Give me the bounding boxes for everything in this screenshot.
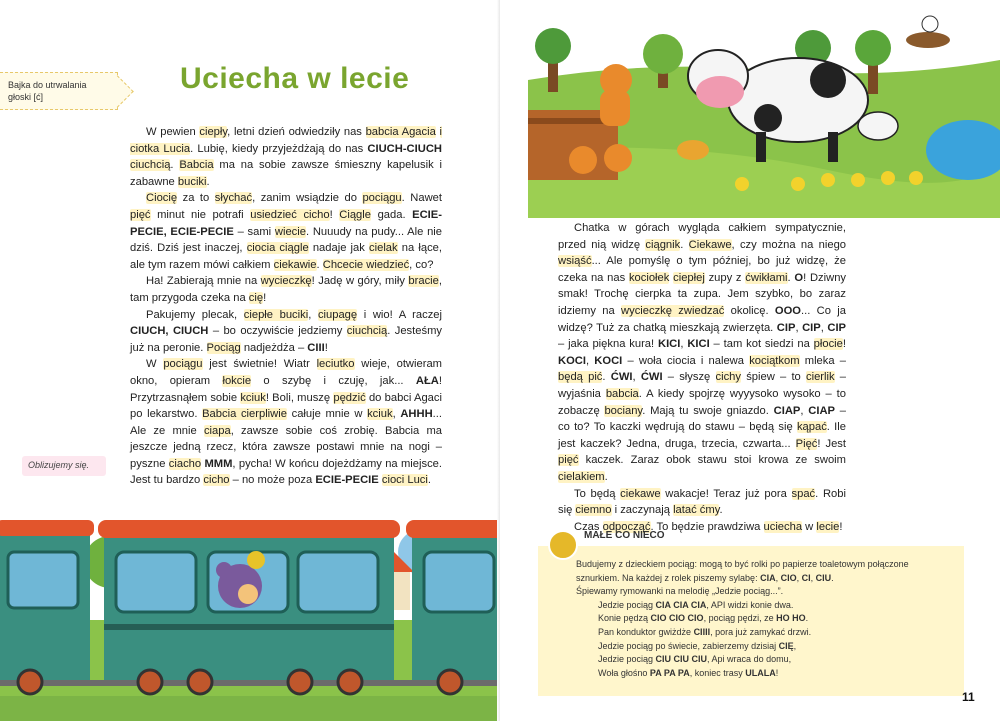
text-run: . xyxy=(787,271,795,284)
text-run: , pora już zamykać drzwi. xyxy=(710,626,812,637)
highlighted-word: usiedzieć cicho xyxy=(250,208,330,221)
text-run: – jaka piękna kura! xyxy=(558,338,658,351)
text-run: Budujemy z dzieckiem pociąg: mogą to być rolki po papierze toaletowym połączone sznurkiem. Na każdej z rolek piszemy sylabę: xyxy=(576,559,909,583)
onomatopoeia: CIUCH-CIUCH xyxy=(367,142,442,155)
onomatopoeia: OOO xyxy=(774,304,802,317)
onomatopoeia: HO HO xyxy=(776,613,806,624)
info-box-title: MAŁE CO NIECO xyxy=(584,530,665,541)
text-run: jest świetnie! Wiatr xyxy=(202,358,317,371)
text-run: , pycha! W końcu dojeżdżamy na miejsce. Jest tu bardzo xyxy=(130,457,443,487)
text-run: . xyxy=(170,159,180,172)
text-run: Ha! Zabierają mnie na xyxy=(146,275,261,288)
text-run: Pakujemy plecak, xyxy=(146,308,244,321)
highlighted-word: ćwikłami xyxy=(745,271,788,284)
highlighted-word: babcia xyxy=(605,387,639,400)
text-run: Jedzie pociąg xyxy=(598,654,656,665)
onomatopoeia: CIA xyxy=(760,572,776,583)
story-text-right xyxy=(558,220,846,535)
onomatopoeia: ĆWI xyxy=(610,371,633,384)
text-run: . Jesteśmy już na peronie. xyxy=(130,325,442,354)
text-run: za to xyxy=(177,192,215,205)
highlighted-word: ciepły xyxy=(199,126,228,138)
highlighted-word: buciki xyxy=(177,175,207,188)
cow-icon xyxy=(728,58,868,142)
highlighted-word: wiecie xyxy=(274,225,306,238)
text-run: . xyxy=(316,258,323,271)
story-paragraph xyxy=(130,356,442,489)
text-run: ! Boli, muszę xyxy=(265,391,334,404)
text-run: ! xyxy=(775,667,779,678)
text-run: . xyxy=(604,470,608,483)
highlighted-word: ciepłej xyxy=(673,271,705,284)
highlighted-word: Babcia cierpliwie xyxy=(202,408,287,421)
text-run: – co to? To kaczki wędrują do stawu – będą się xyxy=(558,404,846,434)
onomatopoeia: CIA CIA CIA xyxy=(655,599,707,610)
story-paragraph xyxy=(130,124,442,190)
text-run: na łące, ale tym razem mówi całkiem xyxy=(130,242,442,271)
highlighted-word: babcia Agacia xyxy=(365,126,436,138)
highlighted-word: uciecha xyxy=(763,520,803,533)
highlighted-word: kciuk xyxy=(240,391,266,404)
song-line xyxy=(576,599,954,613)
text-run: ! xyxy=(324,341,328,354)
text-run: do babci Agaci po lekarstwo. xyxy=(130,391,442,421)
highlighted-word: pociągu xyxy=(163,358,203,371)
song-line xyxy=(576,667,954,681)
text-run: nadjeżdża – xyxy=(240,341,308,354)
text-run: Chatka w górach wygląda całkiem sympatycznie, przed nią widzę xyxy=(558,222,846,251)
text-run: . To będzie prawdziwa xyxy=(650,520,764,533)
highlighted-word: łokcie xyxy=(222,374,252,387)
text-run: minut nie potrafi xyxy=(150,208,251,221)
text-run: zupy z xyxy=(704,271,746,284)
text-run: ! Jadę w góry, miły xyxy=(311,275,409,288)
highlighted-word: ciuchcią xyxy=(130,159,171,172)
text-run: ma na sobie zawsze śmieszny kapelusik i zabawne xyxy=(130,159,442,188)
story-paragraph xyxy=(558,220,846,486)
onomatopoeia: KOCI xyxy=(594,354,623,367)
text-run: – sami xyxy=(233,225,275,238)
highlighted-word: wsiąść xyxy=(558,255,592,268)
highlighted-word: wycieczkę zwiedzać xyxy=(621,304,725,317)
onomatopoeia: CIII xyxy=(307,341,325,354)
text-run: , pociąg pędzi, ze xyxy=(703,613,777,624)
highlighted-word: pociągu xyxy=(362,192,402,205)
highlighted-word: kociołek xyxy=(628,271,670,284)
hen-icon xyxy=(677,140,709,160)
story-paragraph xyxy=(130,307,442,357)
text-run: wieje, otwieram okno, opieram xyxy=(130,358,442,387)
text-run: całuje mnie w xyxy=(286,408,368,421)
info-intro xyxy=(576,558,954,585)
text-run: . A kiedy spojrzę wyyysoko wysoko – to zobaczę xyxy=(558,387,846,417)
onomatopoeia: CIAP xyxy=(773,404,801,417)
highlighted-word: kciuk xyxy=(367,408,393,421)
text-run: Jedzie pociąg po świecie, zabierzemy dzisiaj xyxy=(598,640,779,651)
highlighted-word: Ciągle xyxy=(339,208,371,221)
text-run: , xyxy=(680,338,688,351)
text-run: – no może poza xyxy=(229,474,316,487)
highlighted-word: cielak xyxy=(369,242,398,255)
text-run: . xyxy=(206,175,210,188)
highlighted-word: Chcecie wiedzieć xyxy=(322,258,410,271)
text-run: , xyxy=(392,408,401,421)
highlighted-word: cielakiem xyxy=(558,470,605,483)
onomatopoeia: CIU xyxy=(815,572,832,583)
highlighted-word: kąpać xyxy=(796,421,827,434)
text-run: – wyjaśnia xyxy=(558,371,847,400)
text-run: okolicę. xyxy=(724,304,775,317)
onomatopoeia: ULALA xyxy=(745,667,776,678)
side-note: Oblizujemy się. xyxy=(22,456,106,476)
text-run: , xyxy=(800,404,809,417)
highlighted-word: ciemno xyxy=(575,504,612,517)
onomatopoeia: CI xyxy=(801,572,811,583)
highlighted-word: odpocząć xyxy=(602,520,651,533)
text-run: i zaczynają xyxy=(611,504,674,517)
highlighted-word: ciuchcią xyxy=(346,325,388,338)
onomatopoeia: KICI xyxy=(687,338,710,351)
text-run: , xyxy=(810,572,816,583)
onomatopoeia: CIO CIO CIO xyxy=(650,613,704,624)
text-run: Pan konduktor gwiżdże xyxy=(598,626,694,637)
text-run: , co? xyxy=(409,258,434,271)
highlighted-word: będą pić xyxy=(558,371,603,384)
highlighted-word: ciapa xyxy=(203,424,231,437)
highlighted-word: cioci Luci xyxy=(381,474,428,487)
info-song-intro: Śpiewamy rymowanki na melodię „Jedzie pociąg...”. xyxy=(576,586,784,597)
onomatopoeia: CIAP xyxy=(808,404,835,417)
highlighted-word: słychać xyxy=(214,192,253,205)
section-tab-label xyxy=(0,72,118,110)
highlighted-word: Ciocię xyxy=(146,192,178,205)
highlighted-word: Pięć xyxy=(795,437,818,450)
story-title: Uciecha w lecie xyxy=(180,62,410,95)
text-run: W xyxy=(146,358,164,371)
text-run: mleka – xyxy=(799,354,847,367)
text-run: , xyxy=(308,308,318,321)
onomatopoeia: CIUCH, CIUCH xyxy=(130,325,209,338)
info-song xyxy=(576,599,954,681)
story-paragraph xyxy=(558,486,846,519)
onomatopoeia: AŁA xyxy=(415,374,439,387)
onomatopoeia: KOCI xyxy=(558,354,586,367)
highlighted-word: lecie xyxy=(816,520,840,533)
text-run: – woła ciocia i nalewa xyxy=(622,354,750,367)
text-run: , xyxy=(820,321,828,334)
highlighted-word: pędzić xyxy=(333,391,366,404)
highlighted-word: ciupagę xyxy=(317,308,358,321)
song-line xyxy=(576,626,954,640)
highlighted-word: bociany xyxy=(604,404,643,417)
text-run: , tam przygoda czeka na xyxy=(130,275,442,304)
text-run: Konie pędzą xyxy=(598,613,651,624)
text-run: o szybę i czuję, jak... xyxy=(251,374,416,387)
text-run: , koniec trasy xyxy=(689,667,746,678)
tab-label-line1: Bajka do utrwalania xyxy=(8,80,87,90)
highlighted-word: ciekawe xyxy=(620,487,661,500)
text-run: , xyxy=(795,321,803,334)
highlighted-word: Pociąg xyxy=(206,341,241,354)
text-run: ! xyxy=(839,520,843,533)
highlighted-word: ciekawie xyxy=(273,258,317,271)
highlighted-word: bracie xyxy=(408,275,439,288)
text-run: – słyszę xyxy=(662,371,716,384)
text-run: . xyxy=(602,371,611,384)
text-run: wakacje! Teraz już pora xyxy=(660,487,792,500)
highlighted-word: latać ćmy xyxy=(673,504,720,517)
text-run: , API widzi konie dwa. xyxy=(706,599,794,610)
text-run: , xyxy=(585,354,595,367)
story-paragraph xyxy=(130,190,442,273)
onomatopoeia: ĆWI xyxy=(640,371,663,384)
text-run xyxy=(436,126,440,138)
text-run: ! Przytrzasnąłem sobie xyxy=(130,374,442,404)
text-run: . Ile jest kaczek? Jedna, druga, trzecia, czwarta... xyxy=(558,421,846,450)
text-run: ! Jest xyxy=(817,437,847,450)
text-run: ! xyxy=(263,291,267,304)
onomatopoeia: ECIE-PECIE xyxy=(315,474,379,487)
text-run: , xyxy=(775,572,781,583)
highlighted-word: cicho xyxy=(203,474,230,487)
text-run: śpiew – to xyxy=(741,371,806,384)
story-paragraph xyxy=(130,273,442,306)
onomatopoeia: CIU CIU CIU xyxy=(655,654,708,665)
text-run: Woła głośno xyxy=(598,667,650,678)
text-run: ... Ale ze mnie xyxy=(130,408,442,437)
text-run: . xyxy=(805,613,809,624)
highlighted-word: ciągnik xyxy=(645,238,681,251)
text-run: . Nawet xyxy=(401,192,442,205)
text-run: i wio! A raczej xyxy=(357,308,442,321)
song-line xyxy=(576,612,954,626)
onomatopoeia: CIIII xyxy=(693,626,711,637)
text-run: nadaje jak xyxy=(308,242,370,255)
farm-illustration xyxy=(528,0,1000,218)
song-line xyxy=(576,653,954,667)
train-illustration xyxy=(0,500,500,721)
onomatopoeia: ECIE-PECIE, ECIE-PECIE xyxy=(130,208,442,238)
text-run: – tam kot siedzi na xyxy=(709,338,814,351)
onomatopoeia: PA PA PA xyxy=(649,667,690,678)
tab-label-line2: głoski [ć] xyxy=(8,92,44,102)
text-run: . Nuuudy na pudy... Ale nie dziś. Dziś jest inaczej, xyxy=(130,225,443,255)
text-run: ... Co ja widzę? Tuż za chatką mieszkają zwierzęta. xyxy=(558,304,846,334)
highlighted-word: cię xyxy=(248,291,264,304)
text-run: . xyxy=(719,504,723,517)
text-run: kaczek. Zaraz obok stawu stoi krowa ze swoim xyxy=(578,454,846,467)
highlighted-word: cichy xyxy=(715,371,741,384)
text-run: ! xyxy=(842,338,846,351)
onomatopoeia: CIP xyxy=(802,321,821,334)
text-run: . Robi się xyxy=(558,487,846,517)
highlighted-word: cierlik xyxy=(805,371,835,384)
train-wheel-icon xyxy=(548,530,578,560)
onomatopoeia: AHHH xyxy=(400,408,433,421)
song-line xyxy=(576,640,954,654)
window-icon xyxy=(116,552,196,612)
text-run: , Api wraca do domu, xyxy=(707,654,792,665)
text-run: w xyxy=(802,520,817,533)
highlighted-word: pięć xyxy=(130,208,151,221)
text-run: Jedzie pociąg xyxy=(598,599,656,610)
onomatopoeia: MMM xyxy=(204,457,233,470)
highlighted-word: Ciekawe xyxy=(688,238,732,251)
text-run: , xyxy=(796,572,802,583)
highlighted-word: płocie xyxy=(813,338,843,351)
text-run: . Mają tu swoje gniazdo. xyxy=(642,404,774,417)
text-run: . xyxy=(831,572,834,583)
highlighted-word: wycieczkę xyxy=(260,275,312,288)
info-box xyxy=(538,546,964,696)
highlighted-word: Babcia xyxy=(179,159,214,172)
onomatopoeia: CIP xyxy=(827,321,847,334)
onomatopoeia: O xyxy=(794,271,804,284)
onomatopoeia: CIĘ xyxy=(778,640,794,651)
highlighted-word: ciacho xyxy=(168,457,202,470)
text-run: , xyxy=(632,371,641,384)
onomatopoeia: CIP xyxy=(776,321,796,334)
text-run: . xyxy=(427,474,431,487)
highlighted-word: spać xyxy=(791,487,816,500)
onomatopoeia: CIO xyxy=(780,572,797,583)
text-run: , letni dzień odwiedziły nas xyxy=(227,126,366,138)
text-run: – bo oczywiście jedziemy xyxy=(208,325,347,338)
text-run: ... Ale pomyślę o tym później, bo już widzę, że czeka na nas xyxy=(558,255,846,284)
text-run: , czy można na niego xyxy=(731,238,847,251)
highlighted-word: kociątkom xyxy=(749,354,800,367)
page-number: 11 xyxy=(962,690,975,704)
onomatopoeia: KICI xyxy=(657,338,681,351)
highlighted-word: ciocia ciągle xyxy=(246,242,309,255)
text-run: ! Dziwny smak! Trochę cierpka ta zupa. Jem szybko, bo zaraz idziemy na xyxy=(558,271,847,317)
highlighted-word: ciepłe buciki xyxy=(243,308,309,321)
text-run: . xyxy=(680,238,689,251)
text-run: ! xyxy=(329,208,340,221)
text-run: , xyxy=(793,640,797,651)
text-run: To będą xyxy=(574,487,621,500)
highlighted-word: pięć xyxy=(558,454,579,467)
text-run: , zawsze sobie coś zrobię. Babcia ma jeszcze jedną rzecz, która zawsze postawi mnie na nogi – pyszne xyxy=(130,424,443,470)
text-run: . Lubię, kiedy przyjeżdżają do nas xyxy=(190,142,368,155)
story-text-left xyxy=(130,124,442,489)
highlighted-word: leciutko xyxy=(316,358,355,371)
stork-icon xyxy=(922,16,938,32)
text-run: , zanim wsiądzie do xyxy=(252,192,363,205)
text-run: gada. xyxy=(370,208,413,221)
highlighted-word: i ciotka Lucia xyxy=(130,126,442,155)
text-run: Czas xyxy=(574,520,603,533)
text-run: W pewien xyxy=(146,126,200,138)
